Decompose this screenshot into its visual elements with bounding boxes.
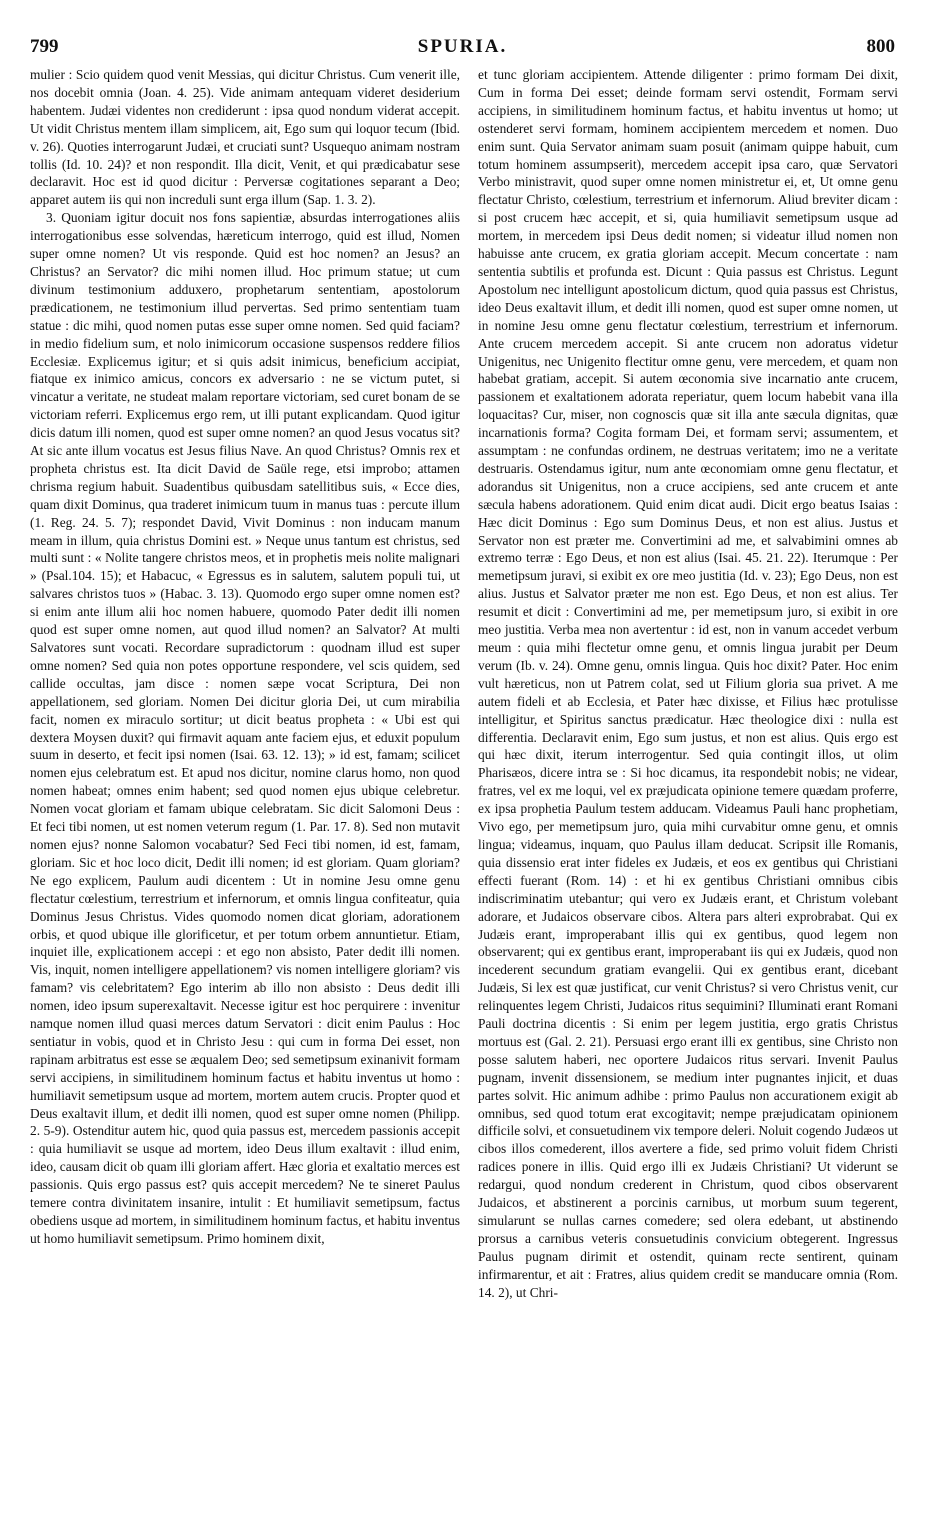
page-header <box>30 36 895 62</box>
paragraph: 3. Quoniam igitur docuit nos fons sapientiæ, absurdas interrogationes aliis interrogationibus esse solvendas, hæreticum interrogo, quid est illud, Nomen super omne nomen? Ut vis responde. Quid est hoc nomen? an Jesus? an Christus? an Servator? dic mihi nomen illud. Hoc primum statue; ut cum divinum testimonium adduxero, prophetarum sententiam, apostolorum prædicationem, ne testimonium illud pervertas. Sed primo sententiam tuam statue : dic mihi, quod nomen putas esse super omne nomen. Sed quid faciam? in medio fidelium sum, et nolo inimicorum occasione suspensos reddere filios Ecclesiæ. Explicemus igitur; et si quis adsit inimicus, beneficium accipiat, fiatque ex inimico amicus, concors ex adversario : ne se victum putet, si vincatur a veritate, ne studeat malam reportare victoriam, sed curet bonam de se victoriam referri. Explicemus ergo rem, ut illi putant explicandam. Quod igitur dicis datum illi nomen, quod est super omne nomen? an quod Jesus vocatus sit? At sic ante illum vocatus est Jesus filius Nave. An quod Christus? Omnis rex et propheta christus est. Ita dicit David de Saüle rege, etsi improbo; attamen chrisma regium habuit. Suadentibus quibusdam satellitibus suis, « Ecce dies, quam dixit Dominus, qua traderet inimicum tuum in manus tuas : percute illum (1. Reg. 24. 5. 7); respondet David, Vivit Dominus : non inducam manum meam in illum, quia christus Domini est. » Neque unus tantum est christus, sed multi sunt : « Nolite tangere christos meos, et in prophetis meis nolite malignari » (Psal.104. 15); et Habacuc, « Egressus es in salutem, salutem populi tui, ut salvares christos tuos » (Habac. 3. 13). Quomodo ergo super omne nomen est? si enim ante illum alii hoc nomen habuere, quomodo Pater dedit illi nomen quod est super omne nomen, aut quod illud nomen? an Salvator? At multi Salvatores sunt vocati. Recordare supradictorum : quodnam illud est super omne nomen? Sed quia non potes opportune respondere, vel scis quidem, sed callide occultas, jam disce : nomen sæpe vocat Scriptura, Dei non appellationem, sed gloriam. Nomen Dei dicitur gloria Dei, ut cum mirabilia facit, nomen ex miraculo sortitur; ut dicit beatus propheta : « Ubi est qui dextera Moysen duxit? qui firmavit aquam ante faciem ejus, et eduxit populum suum in deserto, et fecit ipsi nomen (Isai. 63. 12. 13); » id est, famam; scilicet nomen ejus celebratum est. Et apud nos dicitur, nomine clarus homo, non quod nomen habeat; omnes enim habent; sed quod nomen ejus ubique celebretur. Nomen vocat gloriam et famam ubique celebratam. Sic dicit Salomoni Deus : Et feci tibi nomen, ut est nomen veterum regum (1. Par. 17. 8). Sed non mutavit nomen ejus? nonne Salomon vocabatur? Sed Feci tibi nomen, id est, famam, gloriam. Sic et hoc loco dicit, Dedit illi nomen; id est gloriam. Quam gloriam? Ne ego explicem, Paulum audi dicentem : Ut in nomine Jesu omne genu flectatur cœlestium, terrestrium et infernorum, et omnis lingua confiteatur, quia Dominus Jesus Christus. Vides quomodo nomen dicat gloriam, adorationem orbis, et quod ubique ille glorificetur, et per totum orbem annuntietur. Etiam, inquiet ille, explicationem accepi : et ego non absisto, Pater dedit illi nomen. Vis, inquit, nomen intelligere appellationem? vis nomen intelligere gloriam? vis famam? vis celebritatem? Ego interim ab illo non absisto : Deus dedit illi nomen, ideo ipsum superexaltavit. Necesse igitur est hoc perquirere : invenitur namque nomen illud quasi merces datum Servatori : dicit enim Paulus : Hoc sentiatur in vobis, quod et in Christo Jesu : qui cum in forma Dei esset, non rapinam arbitratus est esse se æqualem Deo; sed semetipsum exinanivit formam servi accipiens, in similitudinem hominum factus et habitu inventus ut homo : humiliavit semetipsum usque ad mortem, mortem autem crucis. Propter quod et Deus exaltavit illum, et dedit illi nomen, quod est super omne nomen (Philipp. 2. 5-9). Ostenditur autem hic, quod quia passus est, mercedem passionis accepit : quia humiliavit se usque ad mortem, ideo Deus illum exaltavit : illud enim, ideo, causam dicit ob quam illi gloriam affert. Hæc gloria et exaltatio merces est passionis. Quis ergo passus est? quis accepit mercedem? Ne te sineret Paulus temere contra divinitatem insanire, intulit : Et humiliavit semetipsum, factus obediens usque ad mortem, in similitudinem hominum factus, et habitu inventus ut homo humiliavit semetipsum. Primo hominem dixit, <box>30 210 460 1246</box>
left-column <box>30 66 460 1516</box>
paragraph: et tunc gloriam accipientem. Attende diligenter : primo formam Dei dixit, Cum in forma Dei esset; deinde formam servi ostendit, Formam servi accipiens, in similitudinem hominum factus, et habitu inventus ut homo; ut ostenderet servi formam, hominem accipientem mercedem et nomen. Duo enim sunt. Quia Servator animam suam posuit (animam quippe habuit, cum totum hominem assumpserit), mercedem accepit ipsa caro, quæ Servatori Verbo ministravit, quod super omne nomen ministretur ei, et, Ut omne genu flectatur Christo, cœlestium, terrestrium et infernorum. Aliud breviter dicam : si post crucem hæc accepit, et si, quia humiliavit semetipsum usque ad mortem, in mercedem ipsi Deus dedit nomen; si videatur illud nomen non habuisse ante crucem, ex gratia gloriam accepit. Mecum concertate : nam sententia subtilis et profunda est. Dicunt : Quia passus est Christus. Legunt Apostolum nec intelligunt apostolicum dictum, quod quia passus est Christus, ideo Deus exaltavit illum, et dedit illi nomen, quod est super omne nomen, ut in nomine Jesu omne genu flectatur cœlestium, terrestrium et infernorum. Ante crucem mercedem accepit. Si ante crucem non adoratus videtur Unigenitus, nec Unigenito flectitur omne genu, vere mercedem, et quam non habebat gratiam, accepit. Si autem œconomia sive incarnatio ante crucem, passionem et exaltationem adorata reperiatur, quem locum habebit vana illa loquacitas? Cur, miser, non cognoscis quæ sit illa ante sæcula dignitas, quæ incarnationis forma? Cogita formam Dei, et formam servi; assumentem, et assumptam : ne confundas ordinem, ne destruas veritatem; imo ne a veritate destruaris. Ostendamus igitur, num ante œconomiam omne genu flectatur, et adorandus sit Unigenitus, non a cruce accipiens, sed ante crucem et ante sæcula habens adorationem. Quid enim dicat audi. Dicit ergo beatus Isaias : Hæc dicit Dominus : Ego sum Dominus Deus, et non est alius. Justus et Servator non est præter me. Convertimini ad me, et salvabimini omnes ab extremo terræ : Ego Deus, et non est alius (Isai. 45. 21. 22). Iterumque : Per memetipsum juravi, si exibit ex ore meo justitia (Id. v. 23); Ego Deus, non est alius. Justus et Salvator præter me non est. Ego Deus, et non est alius. Ter resumit et dicit : Convertimini ad me, per memetipsum juro, si exibit in ore meo justitia. Verba mea non avertentur : id est, non in vanum accedet verbum meum : quia mihi flectetur omne genu, et omnis lingua jurabit per Deum verum (Ib. v. 24). Omne genu, omnis lingua. Quis hoc dixit? Pater. Hoc enim vult hæreticus, non ut Patrem colat, sed ut Filium gloria sua privet. A me autem fideli et ab Ecclesia, et Pater hæc dixisse, et Filius hæc protulisse intelligitur, et Spiritus sanctus prædicatur. Hæc theologice dixi : nulla est differentia. Declaravit enim, Ego sum justus, et non est alius. Quis ergo est qui hæc dixit, iterum interrogentur. Sed quia contingit illos, ut olim Pharisæos, dicere intra se : Si hoc dicamus, ita respondebit nobis; ne videar, fratres, vel ex me loqui, vel ex præjudicata opinione temere quædam proferre, ex ipsa prophetia Paulum testem adducam. Videamus Pauli hanc prophetiam, Vivo ego, per memetipsum juro, quia mihi curvabitur omne genu, et omnis lingua; videamus, inquam, quo Paulus illam deducat. Scripsit ille Romanis, quia dissensio erat inter fideles ex Judæis, et eos ex gentibus qui Christiani effecti fuerant (Rom. 14) : et hi ex gentibus Christiani omnibus cibis indiscriminatim utebantur; qui vero ex Judæis erant, et Christum volebant adorare, et Judaicos observare cibos. Altera pars alteri exprobrabat. Qui ex Judæis erant, improperabant illis qui ex gentibus, quod legem non observarent; qui ex gentibus erant, improperabant iis qui ex Judæis, quod non incederent secundum gratiam evangelii. Qui ex gentibus erant, dicebant Judæis, Si lex est quæ justificat, cur venit Christus? si vero Christus venit, cur relinquentes legem Christi, Judaicos ritus sequimini? Illuminati erant Romani Pauli doctrina dicentis : Si enim per legem justitia, ergo gratis Christus mortuus est (Gal. 2. 21). Persuasi ergo erant illi ex gentibus, sine Christo non posse salutem haberi, nec oportere Judaicos ritus servari. Invenit Paulus pugnam, invenit dissensionem, se medium inter pugnantes injicit, et duas partes solvit. Hic animum adhibe : primo Paulus non accurationem exigit ab omnibus, sed quod totum erat excogitavit; nempe præjudicatam opinionem difficile solvi, et consuetudinem vix tempore deleri. Noluit cogendo Judæos ut cibos illos comederent, illos avertere a fide, sed primo voluit fidem Christi radices ponere in illis. Quid ergo illi ex Judæis Christiani? Ut viderunt se redargui, quod nondum crederent in Christum, quod cibos observarent Judaicos, et abstinerent a porcinis carnibus, ut morbum suum tegerent, simularunt se nullas carnes comedere; sed olera edebant, ut abstinendo prorsus a carnibus veteris consuetudinis convicium obtegerent. Ingressus Paulus pugnam dirimit et ostendit, quinam recte sentirent, quinam infirmarentur, et ait : Fratres, alius quidem credit se manducare omnia (Rom. 14. 2), ut Chri- <box>478 67 898 1300</box>
page-number-left: 799 <box>30 36 59 57</box>
paragraph: mulier : Scio quidem quod venit Messias, qui dicitur Christus. Cum venerit ille, nos docebit omnia (Joan. 4. 25). Vide animam antequam videret desiderium habentem. Judæi videntes non crediderunt : ipsa quod nondum viderat accepit. Ut vidit Christus mentem illam simplicem, ait, Ego sum qui loquor tecum (Ibid. v. 26). Quoties interrogarunt Judæi, et cruciati sunt? Usquequo animam nostram tollis (Id. 10. 24)? et non respondit. Illa dicit, Venit, et qui prædicabatur sese declaravit. Hoc est id quod dicitur : Perversæ cogitationes separant a Deo; apparet autem iis qui non increduli sunt erga illum (Sap. 1. 3. 2). <box>30 67 460 208</box>
right-column <box>478 66 898 1516</box>
running-title: SPURIA. <box>417 36 508 57</box>
page-number-right: 800 <box>866 36 895 57</box>
